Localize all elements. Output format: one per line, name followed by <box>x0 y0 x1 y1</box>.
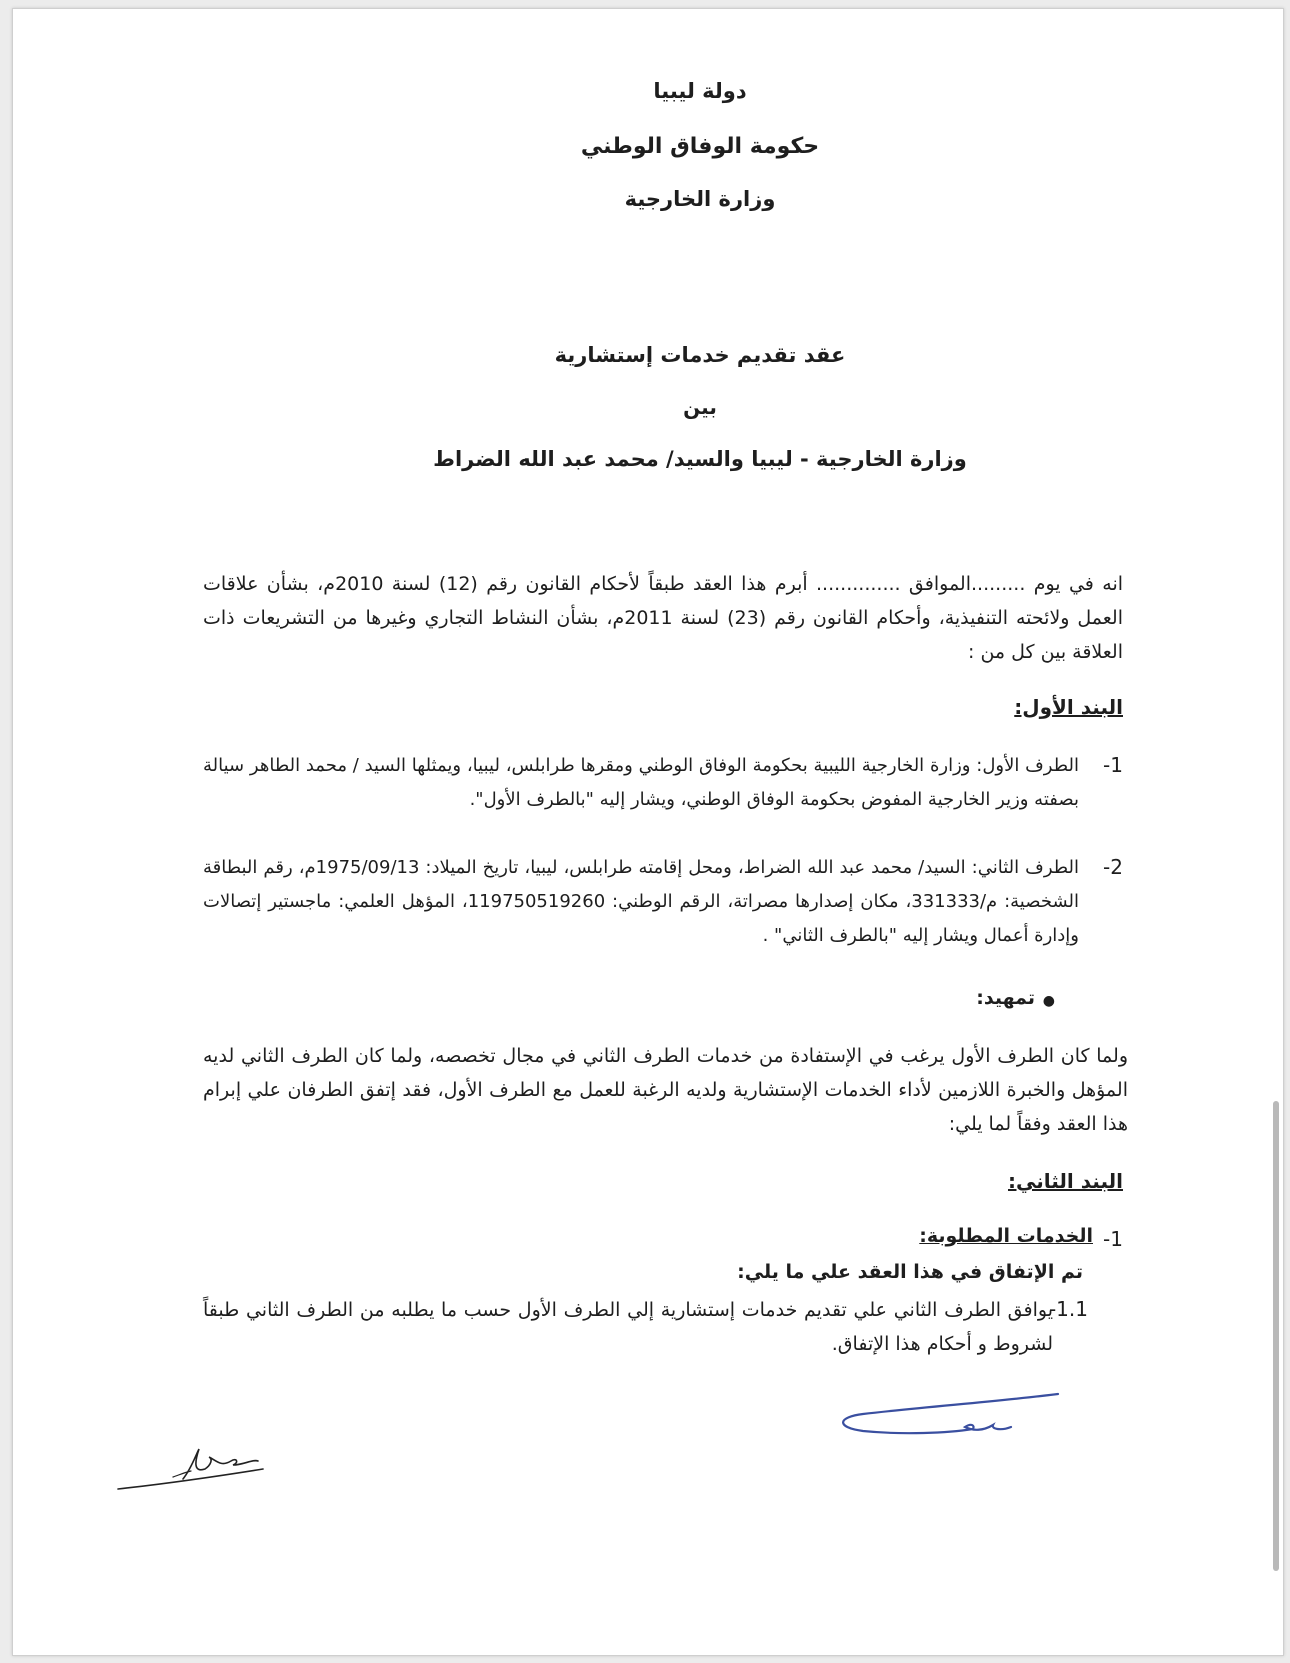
clause2-sub-number: -1.1 <box>1048 1297 1088 1321</box>
contract-title: عقد تقديم خدمات إستشارية <box>554 343 846 367</box>
clause2-agreed: تم الإتفاق في هذا العقد علي ما يلي: <box>737 1261 1083 1283</box>
contract-between: بين <box>683 395 717 419</box>
preamble-bullet: ● <box>1042 993 1055 1009</box>
preamble-text: ولما كان الطرف الأول يرغب في الإستفادة من خدمات الطرف الثاني في مجال تخصصه، ولما كان الطرف الثاني لديه المؤهل والخبرة اللازمين لأداء الخدمات الإستشارية ولديه الرغبة للعمل مع الطرف الأول، فقد إتفق الطرفان علي إبرام هذا العقد وفقاً لما يلي: <box>203 1045 1128 1135</box>
clause1-item2-text: الطرف الثاني: السيد/ محمد عبد الله الضراط، ومحل إقامته طرابلس، ليبيا، تاريخ الميلاد: 1975/09/13م، رقم البطاقة الشخصية: م/331333، مكان إصدارها مصراتة، الرقم الوطني: 119750519260، المؤهل العلمي: ماجستير إتصالات وإدارة أعمال ويشار إليه "بالطرف الثاني" . <box>203 857 1080 946</box>
preamble-label: تمهيد: <box>976 987 1035 1009</box>
contract-parties: وزارة الخارجية - ليبيا والسيد/ محمد عبد الله الضراط <box>433 447 967 471</box>
header-state: دولة ليبيا <box>653 79 747 103</box>
clause2-item1-label: الخدمات المطلوبة: <box>919 1225 1093 1247</box>
document-page <box>12 8 1284 1656</box>
signature-right <box>833 1389 1063 1449</box>
intro-paragraph: انه في يوم .........الموافق .............. أبرم هذا العقد طبقاً لأحكام القانون رقم (12) لسنة 2010م، بشأن علاقات العمل ولائحته التنفيذية، وأحكام القانون رقم (23) لسنة 2011م، بشأن النشاط التجاري وغيرها من التشريعات ذات العلاقة بين كل من : <box>203 573 1124 663</box>
scrollbar-thumb[interactable] <box>1273 1101 1279 1571</box>
clause1-item1-number: -1 <box>1103 753 1123 777</box>
clause1-heading: البند الأول: <box>1014 695 1123 719</box>
clause2-sub-text: يوافق الطرف الثاني علي تقديم خدمات إستشارية إلي الطرف الأول حسب ما يطلبه من الطرف الثاني طبقاً لشروط و أحكام هذا الإتفاق. <box>203 1299 1053 1355</box>
clause2-item1-number: -1 <box>1103 1227 1123 1251</box>
signature-left <box>113 1439 293 1499</box>
clause1-item2-number: -2 <box>1103 855 1123 879</box>
clause2-heading: البند الثاني: <box>1008 1169 1123 1193</box>
header-government: حكومة الوفاق الوطني <box>580 134 820 159</box>
clause1-item1-text: الطرف الأول: وزارة الخارجية الليبية بحكومة الوفاق الوطني ومقرها طرابلس، ليبيا، ويمثلها السيد / محمد الطاهر سيالة بصفته وزير الخارجية المفوض بحكومة الوفاق الوطني، ويشار إليه "بالطرف الأول". <box>203 755 1079 810</box>
header-ministry: وزارة الخارجية <box>624 187 776 211</box>
